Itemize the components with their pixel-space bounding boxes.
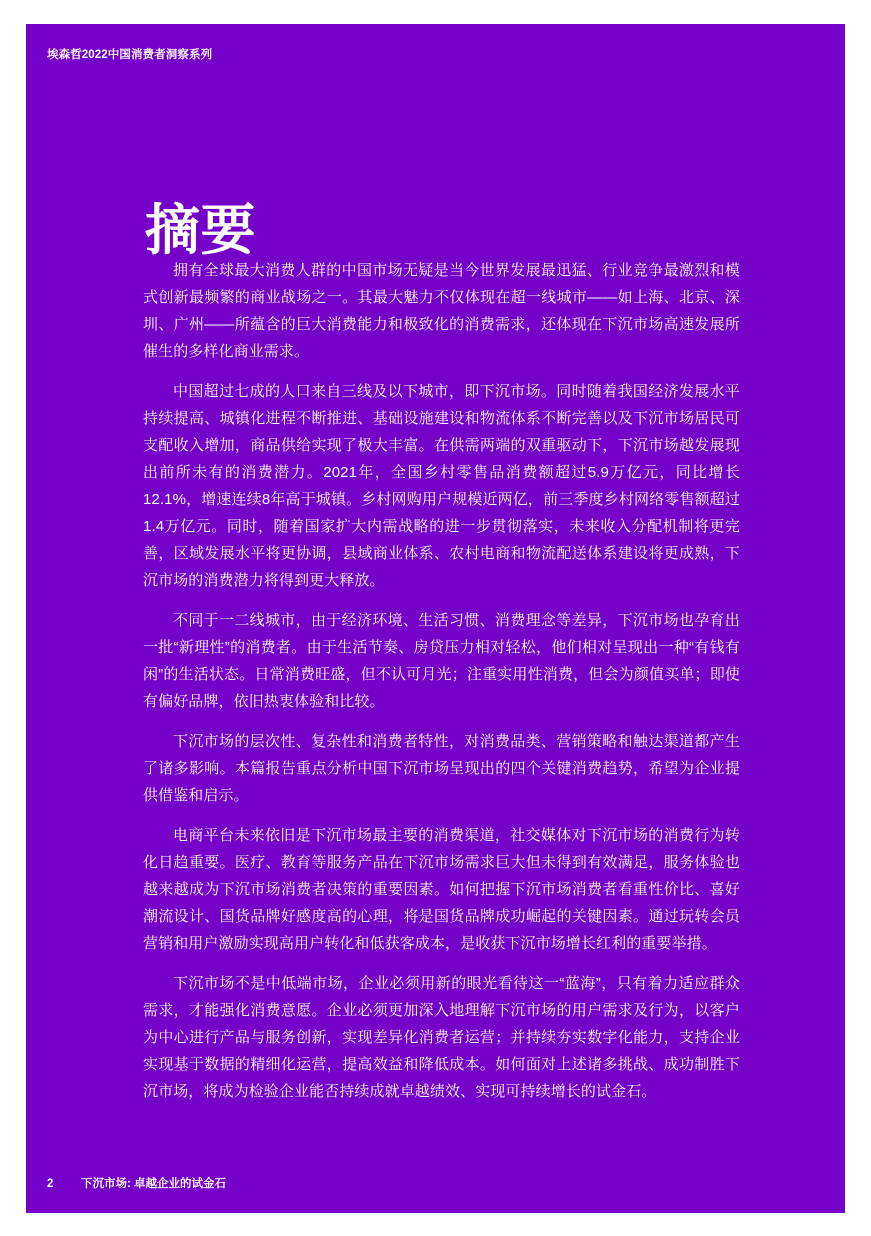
paragraph: 下沉市场的层次性、复杂性和消费者特性，对消费品类、营销策略和触达渠道都产生了诸多影响。本篇报告重点分析中国下沉市场呈现出的四个关键消费趋势，希望为企业提供借鉴和启示。 bbox=[143, 733, 740, 804]
page-number: 2 bbox=[47, 1178, 54, 1190]
page-title: 摘要 bbox=[145, 198, 257, 261]
paragraph: 电商平台未来依旧是下沉市场最主要的消费渠道，社交媒体对下沉市场的消费行为转化日趋重要。医疗、教育等服务产品在下沉市场需求巨大但未得到有效满足，服务体验也越来越成为下沉市场消费者决策的重要因素。如何把握下沉市场消费者看重性价比、喜好潮流设计、国货品牌好感度高的心理，将是国货品牌成功崛起的关键因素。通过玩转会员营销和用户激励实现高用户转化和低获客成本，是收获下沉市场增长红利的重要举措。 bbox=[143, 827, 740, 952]
purple-content-panel bbox=[26, 24, 845, 1213]
footer-document-title: 下沉市场: 卓越企业的试金石 bbox=[81, 1178, 227, 1190]
running-footer bbox=[47, 1175, 226, 1191]
paragraph: 拥有全球最大消费人群的中国市场无疑是当今世界发展最迅猛、行业竞争最激烈和模式创新最频繁的商业战场之一。其最大魅力不仅体现在超一线城市——如上海、北京、深圳、广州——所蕴含的巨大消费能力和极致化的消费需求，还体现在下沉市场高速发展所催生的多样化商业需求。 bbox=[143, 262, 740, 360]
body-copy bbox=[143, 257, 740, 1105]
running-header: 埃森哲2022中国消费者洞察系列 bbox=[47, 49, 213, 61]
paragraph: 下沉市场不是中低端市场，企业必须用新的眼光看待这一“蓝海”，只有着力适应群众需求，才能强化消费意愿。企业必须更加深入地理解下沉市场的用户需求及行为，以客户为中心进行产品与服务创新，实现差异化消费者运营；并持续夯实数字化能力，支持企业实现基于数据的精细化运营，提高效益和降低成本。如何面对上述诸多挑战、成功制胜下沉市场，将成为检验企业能否持续成就卓越绩效、实现可持续增长的试金石。 bbox=[143, 975, 740, 1100]
paragraph: 不同于一二线城市，由于经济环境、生活习惯、消费理念等差异，下沉市场也孕育出一批“新理性”的消费者。由于生活节奏、房贷压力相对轻松，他们相对呈现出一种“有钱有闲”的生活状态。日常消费旺盛，但不认可月光；注重实用性消费，但会为颜值买单；即使有偏好品牌，依旧热衷体验和比较。 bbox=[143, 612, 740, 710]
paragraph: 中国超过七成的人口来自三线及以下城市，即下沉市场。同时随着我国经济发展水平持续提高、城镇化进程不断推进、基础设施建设和物流体系不断完善以及下沉市场居民可支配收入增加，商品供给实现了极大丰富。在供需两端的双重驱动下，下沉市场越发展现出前所未有的消费潜力。2021年，全国乡村零售品消费额超过5.9万亿元，同比增长12.1%，增速连续8年高于城镇。乡村网购用户规模近两亿，前三季度乡村网络零售额超过1.4万亿元。同时，随着国家扩大内需战略的进一步贯彻落实，未来收入分配机制将更完善，区域发展水平将更协调，县域商业体系、农村电商和物流配送体系建设将更成熟，下沉市场的消费潜力将得到更大释放。 bbox=[143, 383, 740, 589]
